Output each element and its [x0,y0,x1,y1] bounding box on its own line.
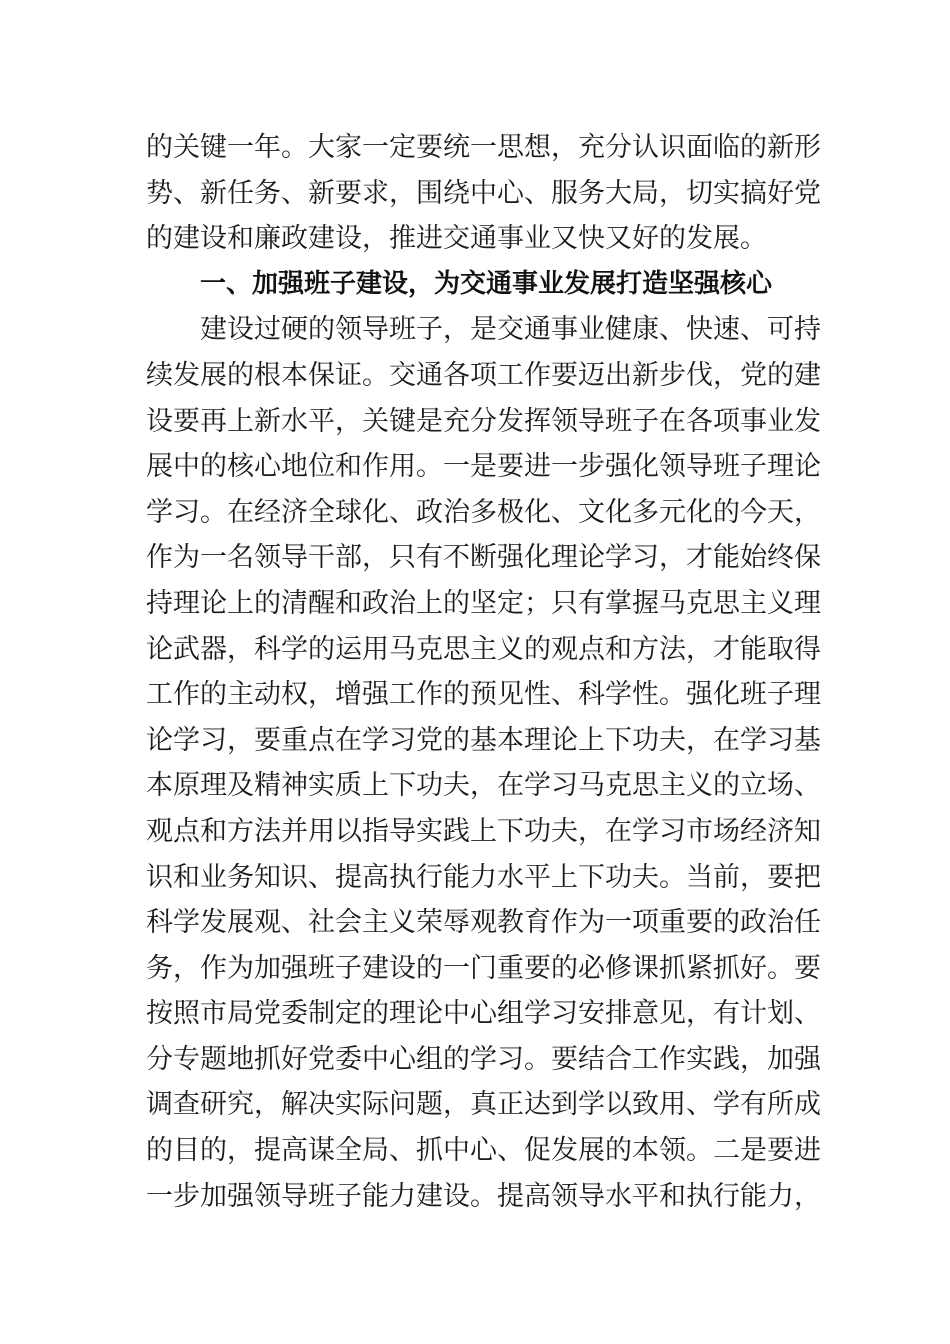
paragraph-line: 按照市局党委制定的理论中心组学习安排意见，有计划、 [146,998,821,1030]
paragraph-line: 科学发展观、社会主义荣辱观教育作为一项重要的政治任 [146,907,821,939]
paragraph-line: 一步加强领导班子能力建设。提高领导水平和执行能力， [146,1180,821,1212]
paragraph-line: 学习。在经济全球化、政治多极化、文化多元化的今天， [146,496,821,528]
paragraph-line: 建设过硬的领导班子，是交通事业健康、快速、可持 [200,314,821,346]
paragraph-line: 的关键一年。大家一定要统一思想，充分认识面临的新形 [146,132,821,163]
section-heading: 一、加强班子建设，为交通事业发展打造坚强核心 [200,268,773,299]
paragraph-line: 工作的主动权，增强工作的预见性、科学性。强化班子理 [146,679,821,711]
paragraph-line: 续发展的根本保证。交通各项工作要迈出新步伐，党的建 [146,359,821,391]
paragraph-line: 识和业务知识、提高执行能力水平上下功夫。当前，要把 [146,861,821,893]
paragraph-line: 展中的核心地位和作用。一是要进一步强化领导班子理论 [146,451,821,483]
paragraph-line: 的目的，提高谋全局、抓中心、促发展的本领。二是要进 [146,1135,821,1167]
paragraph-line: 持理论上的清醒和政治上的坚定；只有掌握马克思主义理 [146,587,821,619]
paragraph-line: 分专题地抓好党委中心组的学习。要结合工作实践，加强 [146,1043,821,1075]
document-body [146,125,821,1219]
paragraph-line: 务，作为加强班子建设的一门重要的必修课抓紧抓好。要 [146,952,821,984]
paragraph-line: 调查研究，解决实际问题，真正达到学以致用、学有所成 [146,1089,821,1121]
paragraph-line: 本原理及精神实质上下功夫，在学习马克思主义的立场、 [146,770,821,802]
paragraph-line: 论武器，科学的运用马克思主义的观点和方法，才能取得 [146,633,821,665]
paragraph-line: 观点和方法并用以指导实践上下功夫，在学习市场经济知 [146,815,821,847]
paragraph-line: 论学习，要重点在学习党的基本理论上下功夫，在学习基 [146,724,821,756]
paragraph-line: 势、新任务、新要求，围绕中心、服务大局，切实搞好党 [146,177,821,209]
paragraph-line: 的建设和廉政建设，推进交通事业又快又好的发展。 [146,223,767,255]
paragraph-line: 作为一名领导干部，只有不断强化理论学习，才能始终保 [146,542,821,574]
paragraph-line: 设要再上新水平，关键是充分发挥领导班子在各项事业发 [146,405,821,437]
